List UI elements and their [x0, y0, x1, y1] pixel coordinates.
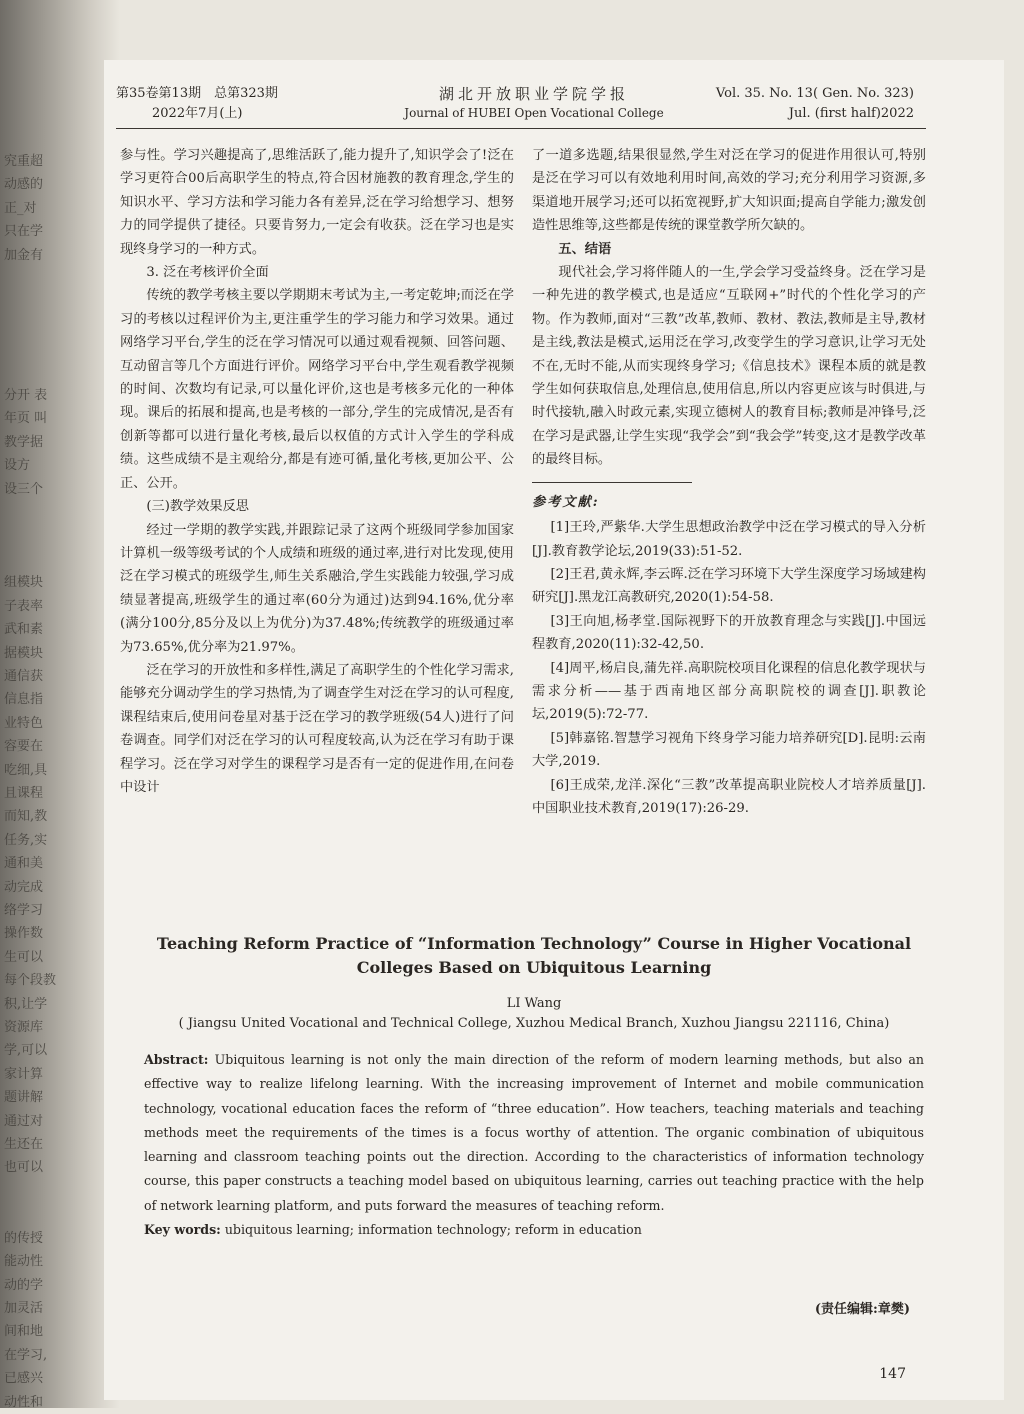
- spine-fragment: [4, 314, 64, 337]
- section-heading: (三)教学效果反思: [146, 499, 249, 515]
- spine-fragment: 生可以: [4, 949, 44, 965]
- subsection-heading: 3. 泛在考核评价全面: [146, 265, 269, 281]
- spine-fragment: 动感的: [4, 177, 44, 193]
- adjacent-page-fragments: [4, 150, 64, 1414]
- references-list: [532, 516, 926, 820]
- spine-fragment: 据模块: [4, 645, 44, 661]
- spine-fragment: 在学习,: [4, 1347, 48, 1363]
- reference-item: [1]王玲,严紫华.大学生思想政治教学中泛在学习模式的导入分析[J].教育教学论坛,2019(33):51-52.: [532, 520, 926, 559]
- spine-fragment: 动完成: [4, 879, 44, 895]
- paragraph: 现代社会,学习将伴随人的一生,学会学习受益终身。泛在学习是一种先进的教学模式,也是适应“互联网+”时代的个性化学习的产物。作为教师,面对“三教”改革,教师、教材、教法,教师是主导,教材是主线,教法是模式,运用泛在学习,改变学生的学习意识,让学习无处不在,无时不能,从而实现终身学习;《信息技术》课程本质的就是教学生如何获取信息,处理信息,使用信息,所以内容更应该与时俱进,与时代接轨,融入时政元素,实现立德树人的教育目标;教师是冲锋号,泛在学习是武器,让学生实现“我学会”到“我会学”转变,这才是教学改革的最终目标。: [532, 265, 926, 468]
- spine-fragment: 正_对: [4, 200, 37, 216]
- issue-volume-en: Vol. 35. No. 13( Gen. No. 323): [715, 86, 914, 101]
- spine-fragment: 设三个: [4, 481, 44, 497]
- spine-fragment: 通信获: [4, 668, 44, 684]
- references-rule: [532, 482, 692, 483]
- spine-fragment: 动的学: [4, 1277, 44, 1293]
- spine-fragment: [4, 1180, 64, 1203]
- journal-name: [364, 84, 704, 122]
- journal-page: [104, 60, 1004, 1400]
- reference-item: [2]王君,黄永辉,李云晖.泛在学习环境下大学生深度学习场域建构研究[J].黑龙江高教研究,2020(1):54-58.: [532, 566, 926, 606]
- english-title-line: Colleges Based on Ubiquitous Learning: [356, 958, 712, 977]
- spine-fragment: 通和美: [4, 856, 44, 872]
- spine-fragment: 容要在: [4, 739, 44, 755]
- spine-fragment: [4, 501, 64, 524]
- spine-fragment: 只在学: [4, 224, 44, 240]
- spine-fragment: 通过对: [4, 1113, 44, 1129]
- paragraph: 了一道多选题,结果很显然,学生对泛在学习的促进作用很认可,特别是泛在学习可以有效地利用时间,高效的学习;充分利用学习资源,多渠道地开展学习;还可以拓宽视野,扩大知识面;提高自学能力;激发创造性思维等,这些都是传统的课堂教学所欠缺的。: [532, 148, 926, 234]
- english-abstract-block: [144, 932, 924, 1242]
- issue-info: [116, 84, 278, 124]
- english-title-line: Teaching Reform Practice of “Information Technology” Course in Higher Vocational: [156, 934, 912, 953]
- abstract-label: Abstract:: [144, 1052, 209, 1067]
- spine-fragment: 每个段教: [4, 973, 57, 989]
- spine-fragment: 间和地: [4, 1324, 44, 1340]
- english-affiliation: ( Jiangsu United Vocational and Technical College, Xuzhou Medical Branch, Xuzhou Jiangsu 221116, China): [178, 1016, 890, 1031]
- page-number: 147: [879, 1366, 906, 1382]
- abstract-text: Ubiquitous learning is not only the main direction of the reform of modern learning methods, but also an effective way to realize lifelong learning. With the increasing improvement of Internet and mobile communication technology, vocational education faces the reform of “three education”. How teachers, teaching materials and teaching methods meet the requirements of the times is a focus worthy of attention. The organic combination of ubiquitous learning and classroom teaching points out the direction. According to the characteristics of information technology course, this paper constructs a teaching model based on ubiquitous learning, carries out teaching practice with the help of network learning platform, and puts forward the measures of teaching reform.: [144, 1052, 924, 1213]
- spine-fragment: [4, 337, 64, 360]
- spine-fragment: 的传授: [4, 1230, 44, 1246]
- header-rule: [116, 128, 926, 129]
- spine-fragment: [4, 361, 64, 384]
- issue-info-en: [716, 84, 914, 124]
- spine-fragment: 组模块: [4, 575, 44, 591]
- references-title: 参考文献:: [532, 494, 600, 510]
- spine-fragment: 加金有: [4, 247, 44, 263]
- spine-fragment: 业特色: [4, 715, 44, 731]
- spine-fragment: 题讲解: [4, 1090, 44, 1106]
- spine-fragment: 动性和: [4, 1394, 44, 1410]
- spine-fragment: 吃细,具: [4, 762, 48, 778]
- responsible-editor: (责任编辑:章樊): [814, 1302, 910, 1317]
- spine-fragment: [4, 267, 64, 290]
- spine-fragment: 积,让学: [4, 996, 48, 1012]
- spine-fragment: 信息指: [4, 692, 44, 708]
- spine-fragment: 生还在: [4, 1137, 44, 1153]
- issue-volume: 第35卷第13期 总第323期: [116, 86, 278, 101]
- paragraph: 泛在学习的开放性和多样性,满足了高职学生的个性化学习需求,能够充分调动学生的学习热情,为了调查学生对泛在学习的认可程度,课程结束后,使用问卷星对基于泛在学习的教学班级(54人)进行了问卷调查。同学们对泛在学习的认可程度较高,认为泛在学习有助于课程学习。泛在学习对学生的课程学习是否有一定的促进作用,在问卷中设计: [120, 662, 514, 795]
- spine-fragment: [4, 1203, 64, 1226]
- running-header: [104, 84, 1004, 126]
- conclusion-heading: 五、结语: [558, 241, 612, 257]
- paragraph: 参与性。学习兴趣提高了,思维活跃了,能力提升了,知识学会了!泛在学习更符合00后高职学生的特点,符合因材施教的教育理念,学生的知识水平、学习方法和学习能力各有差异,泛在学习给想学习、想努力的同学提供了捷径。只要肯努力,一定会有收获。泛在学习也是实现终身学习的一种方式。: [120, 148, 514, 257]
- spine-fragment: 资源库: [4, 1020, 44, 1036]
- spine-fragment: 能动性: [4, 1254, 44, 1270]
- issue-date-en: Jul. (first half)2022: [788, 106, 914, 121]
- paragraph: 传统的教学考核主要以学期期末考试为主,一考定乾坤;而泛在学习的考核以过程评价为主,更注重学生的学习能力和学习效果。通过网络学习平台,学生的泛在学习情况可以通过观看视频、回答问题、互动留言等几个方面进行评价。网络学习平台中,学生观看教学视频的时间、次数均有记录,可以量化评价,这也是考核多元化的一种体现。课后的拓展和提高,也是考核的一部分,学生的完成情况,是否有创新等都可以进行量化考核,最后以权值的方式计入学生的学科成绩。这些成绩不是主观给分,都是有迹可循,量化考核,更加公平、公正、公开。: [120, 288, 514, 491]
- english-keywords: [144, 1218, 924, 1242]
- spine-fragment: [4, 290, 64, 313]
- spine-fragment: 加灵活: [4, 1300, 44, 1316]
- spine-fragment: 也可以: [4, 1160, 44, 1176]
- reference-item: [3]王向旭,杨孝堂.国际视野下的开放教育理念与实践[J].中国远程教育,2020(11):32-42,50.: [532, 613, 926, 653]
- issue-date: 2022年7月(上): [152, 106, 243, 121]
- reference-item: [6]王成荣,龙洋.深化“三教”改革提高职业院校人才培养质量[J].中国职业技术教育,2019(17):26-29.: [532, 777, 926, 816]
- journal-name-cn: 湖北开放职业学院学报: [438, 85, 629, 103]
- spine-fragment: 年页 叫: [4, 411, 48, 427]
- english-author: LI Wang: [506, 996, 562, 1011]
- journal-name-en: Journal of HUBEI Open Vocational College: [404, 106, 664, 120]
- spine-fragment: 教学据: [4, 434, 44, 450]
- spine-fragment: 分开 表: [4, 388, 48, 404]
- spine-fragment: 子表率: [4, 598, 44, 614]
- keywords-label: Key words:: [144, 1222, 221, 1238]
- paragraph: 经过一学期的教学实践,并跟踪记录了这两个班级同学参加国家计算机一级等级考试的个人成绩和班级的通过率,进行对比发现,使用泛在学习模式的班级学生,师生关系融洽,学生实践能力较强,学习成绩显著提高,班级学生的通过率(60分为通过)达到94.16%,优分率(满分100分,85分及以上为优分)为37.48%;传统教学的班级通过率为73.65%,优分率为21.97%。: [120, 522, 514, 655]
- spine-fragment: [4, 548, 64, 571]
- spine-fragment: [4, 525, 64, 548]
- keywords-text: ubiquitous learning; information technology; reform in education: [220, 1222, 642, 1238]
- reference-item: [4]周平,杨启良,蒲先祥.高职院校项目化课程的信息化教学现状与需求分析——基于西南地区部分高职院校的调查[J].职教论坛,2019(5):72-77.: [532, 660, 926, 723]
- spine-fragment: 而知,教: [4, 809, 48, 825]
- english-title: [144, 932, 924, 980]
- right-column: [532, 144, 926, 820]
- spine-fragment: 设方: [4, 458, 31, 474]
- left-column: [120, 144, 514, 799]
- spine-fragment: 究重超: [4, 154, 44, 169]
- spine-fragment: 已感兴: [4, 1371, 44, 1387]
- spine-fragment: 武和素: [4, 622, 44, 638]
- reference-item: [5]韩嘉铭.智慧学习视角下终身学习能力培养研究[D].昆明:云南大学,2019.: [532, 730, 926, 770]
- spine-fragment: 且课程: [4, 785, 44, 801]
- spine-fragment: 任务,实: [4, 832, 48, 848]
- spine-fragment: 家计算: [4, 1066, 44, 1082]
- spine-fragment: 学,可以: [4, 1043, 48, 1059]
- spine-fragment: 络学习: [4, 903, 44, 918]
- spine-fragment: 操作数: [4, 926, 44, 942]
- english-abstract: [144, 1048, 924, 1218]
